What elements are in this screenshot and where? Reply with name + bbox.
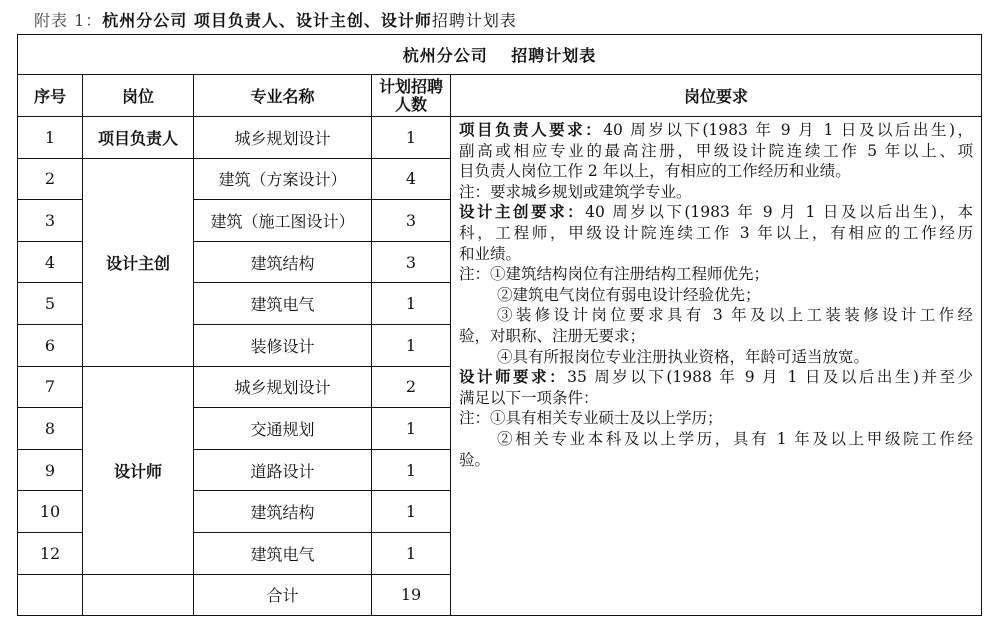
requirement-text: 注：①具有相关专业硕士及以上学历； [459, 409, 723, 428]
requirement-text: ③装修设计岗位要求具有 3 年及以上工装装修设计工作经 [497, 306, 974, 325]
requirement-text: ②建筑电气岗位有弱电设计经验优先； [497, 285, 761, 304]
requirement-text: 40 周岁以下(1983 年 9 月 1 日及以后出生)，本 [585, 203, 974, 222]
requirement-line [459, 429, 973, 450]
caption-suffix: 招聘计划表 [431, 11, 517, 30]
total-label: 合计 [194, 574, 372, 616]
count-cell: 1 [372, 117, 451, 159]
requirement-text: 验。 [459, 450, 491, 469]
requirement-text: 满足以下一项条件： [459, 388, 599, 407]
major-cell: 建筑（方案设计） [194, 158, 372, 200]
requirement-line [459, 285, 973, 306]
table-row [18, 117, 982, 159]
empty-cell [18, 574, 83, 616]
requirement-text: 目负责人岗位工作 2 年以上，有相应的工作经历和业绩。 [459, 162, 851, 181]
count-cell: 1 [372, 408, 451, 450]
count-cell: 3 [372, 200, 451, 242]
requirements-cell [451, 117, 982, 616]
requirement-heading: 设计主创要求： [459, 202, 586, 222]
caption-prefix: 附表 1： [34, 11, 103, 30]
requirement-line [459, 408, 973, 429]
header-requirements: 岗位要求 [451, 75, 982, 117]
row-no: 6 [18, 324, 83, 366]
position-cell: 设计师 [83, 366, 194, 574]
row-no: 9 [18, 449, 83, 491]
row-no: 3 [18, 200, 83, 242]
requirement-line [459, 161, 973, 182]
row-no: 10 [18, 491, 83, 533]
caption-bold: 杭州分公司 项目负责人、设计主创、设计师 [102, 11, 432, 30]
requirement-line [459, 347, 973, 368]
count-cell: 4 [372, 158, 451, 200]
major-cell: 装修设计 [194, 324, 372, 366]
row-no: 5 [18, 283, 83, 325]
major-cell: 建筑结构 [194, 491, 372, 533]
requirement-text: 验，对职称、注册无要求； [459, 326, 646, 345]
count-cell: 3 [372, 241, 451, 283]
requirement-text: 40 周岁以下(1983 年 9 月 1 日及以后出生)， [603, 121, 974, 139]
requirement-line [459, 120, 973, 141]
requirement-line [459, 182, 973, 203]
major-cell: 交通规划 [194, 408, 372, 450]
recruitment-table [17, 34, 982, 616]
header-no: 序号 [18, 75, 83, 117]
row-no: 1 [18, 117, 83, 159]
requirement-text: 注：①建筑结构岗位有注册结构工程师优先； [459, 265, 770, 284]
count-cell: 1 [372, 532, 451, 574]
count-cell: 1 [372, 449, 451, 491]
major-cell: 建筑电气 [194, 532, 372, 574]
position-cell: 设计主创 [83, 158, 194, 366]
count-cell: 1 [372, 324, 451, 366]
requirement-line [459, 264, 973, 285]
requirement-line [459, 367, 973, 388]
total-count: 19 [372, 574, 451, 616]
requirement-line [459, 223, 973, 244]
requirement-line [459, 141, 973, 162]
header-major: 专业名称 [194, 75, 372, 117]
table-caption [34, 8, 517, 31]
requirement-heading: 设计师要求： [459, 367, 568, 387]
row-no: 12 [18, 532, 83, 574]
requirement-text: ②相关专业本科及以上学历，具有 1 年及以上甲级院工作经 [497, 429, 974, 448]
major-cell: 建筑电气 [194, 283, 372, 325]
major-cell: 城乡规划设计 [194, 366, 372, 408]
count-cell: 2 [372, 366, 451, 408]
requirement-line [459, 326, 973, 347]
empty-cell [83, 574, 194, 616]
requirement-heading: 项目负责人要求： [459, 120, 604, 139]
requirement-text: 注：要求城乡规划或建筑学专业。 [459, 182, 692, 201]
position-cell: 项目负责人 [83, 117, 194, 159]
requirement-line [459, 305, 973, 326]
major-cell: 城乡规划设计 [194, 117, 372, 159]
requirement-text: 副高或相应专业的最高注册，甲级设计院连续工作 5 年以上、项 [459, 141, 974, 160]
major-cell: 建筑（施工图设计） [194, 200, 372, 242]
table-title: 杭州分公司 招聘计划表 [18, 35, 982, 75]
requirement-line [459, 388, 973, 409]
row-no: 4 [18, 241, 83, 283]
header-count: 计划招聘人数 [372, 75, 451, 117]
requirement-text: ④具有所报岗位专业注册执业资格，年龄可适当放宽。 [497, 347, 870, 366]
row-no: 7 [18, 366, 83, 408]
major-cell: 建筑结构 [194, 241, 372, 283]
requirement-text: 和业绩。 [459, 244, 522, 263]
row-no: 2 [18, 158, 83, 200]
requirement-text: 科，工程师，甲级设计院连续工作 3 年以上，有相应的工作经历 [459, 223, 974, 242]
count-cell: 1 [372, 283, 451, 325]
requirement-line [459, 244, 973, 265]
requirement-line [459, 202, 973, 223]
major-cell: 道路设计 [194, 449, 372, 491]
requirement-line [459, 450, 973, 471]
header-position: 岗位 [83, 75, 194, 117]
count-cell: 1 [372, 491, 451, 533]
row-no: 8 [18, 408, 83, 450]
requirement-text: 35 周岁以下(1988 年 9 月 1 日及以后出生)并至少 [567, 368, 974, 387]
